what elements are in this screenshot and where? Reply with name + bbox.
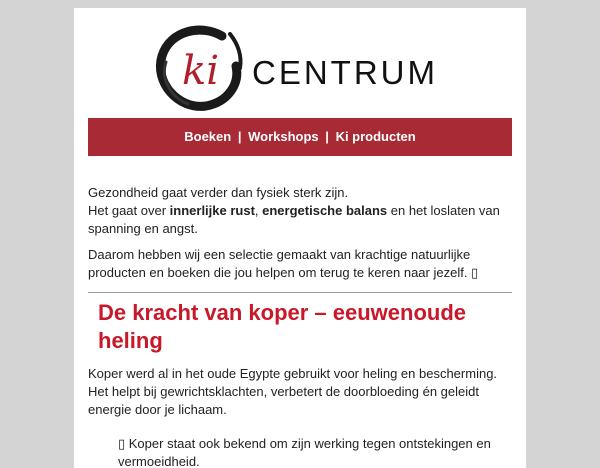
- nav-bar: [88, 118, 512, 156]
- section-paragraph: Koper werd al in het oude Egypte gebruikt voor heling en bescherming. Het helpt bij gewrichtsklachten, verbetert de doorbloeding én geleidt energie door je lichaam.: [88, 366, 498, 417]
- nav-link-boeken[interactable]: Boeken: [184, 129, 232, 144]
- email-body: [88, 184, 512, 468]
- intro-paragraph: Gezondheid gaat verder dan fysiek sterk zijn. Het gaat over innerlijke rust, energetische balans en het loslaten van spanning en angst.: [88, 185, 500, 236]
- enso-circle-icon: [152, 22, 248, 116]
- highlight-energetische-balans: energetische balans: [262, 203, 388, 218]
- intro-paragraph-2: Daarom hebben wij een selectie gemaakt van krachtige natuurlijke producten en boeken die jou helpen om terug te keren naar jezelf. ▯: [88, 247, 479, 280]
- benefit-list: [88, 435, 512, 468]
- intro-line-1: Gezondheid gaat verder dan fysiek sterk zijn.: [88, 185, 349, 200]
- brand-name: CENTRUM: [252, 54, 438, 91]
- section-heading: De kracht van koper – eeuwenoude heling: [98, 300, 467, 353]
- ki-logo-text: ki: [182, 48, 220, 94]
- email-card: [74, 8, 526, 468]
- nav-link-workshops[interactable]: Workshops: [248, 129, 319, 144]
- divider: [88, 292, 512, 293]
- list-item: ▯ Koper staat ook bekend om zijn werking tegen ontstekingen en vermoeidheid.: [118, 436, 491, 468]
- brand-logo[interactable]: [152, 22, 448, 116]
- highlight-innerlijke-rust: innerlijke rust: [169, 203, 255, 218]
- nav-link-ki-producten[interactable]: Ki producten: [335, 129, 416, 144]
- nav-separator: |: [325, 129, 329, 144]
- nav-separator: |: [237, 129, 242, 144]
